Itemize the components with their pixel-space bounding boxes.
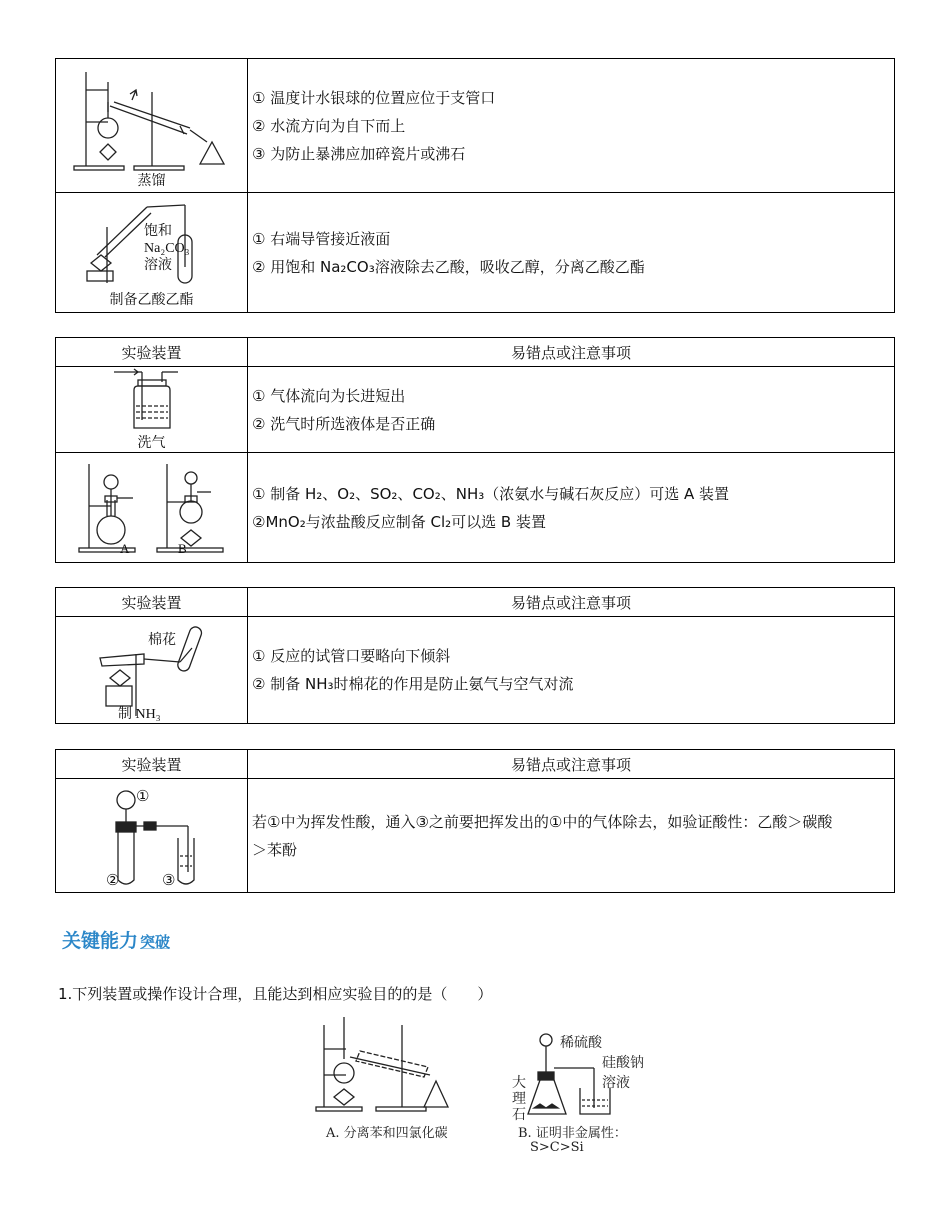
note-line: ① 温度计水银球的位置应位于支管口	[252, 88, 496, 107]
gas-washing-caption: 洗气	[137, 434, 166, 451]
apparatus-table-2	[55, 337, 895, 563]
apparatus-table-1	[55, 58, 895, 313]
option-a-label: A. 分离苯和四氯化碳	[326, 1126, 448, 1141]
question-text: 1.下列装置或操作设计合理，且能达到相应实验目的的是（ ）	[58, 985, 493, 1003]
note-line: ②MnO₂与浓盐酸反应制备 Cl₂可以选 B 装置	[252, 512, 546, 531]
option-b-label-sodium-silicate: 硅酸钠	[602, 1055, 644, 1071]
gas-washing-notes	[248, 367, 895, 453]
ammonia-diagram-cell	[56, 617, 248, 724]
option-b-label-dilute-sulfuric-acid: 稀硫酸	[560, 1035, 602, 1051]
note-line: ＞苯酚	[252, 840, 298, 859]
header-apparatus: 实验装置	[56, 750, 248, 779]
gas-washing-bottle-diagram	[112, 368, 192, 432]
option-b-label-marble-3: 石	[512, 1107, 526, 1123]
note-line: ① 右端导管接近液面	[252, 229, 391, 248]
header-apparatus: 实验装置	[56, 338, 248, 367]
gas-washing-diagram-cell	[56, 367, 248, 453]
note-line: ① 制备 H₂、O₂、SO₂、CO₂、NH₃（浓氨水与碱石灰反应）可选 A 装置	[252, 484, 730, 503]
note-line: ② 水流方向为自下而上	[252, 116, 406, 135]
note-line: ① 反应的试管口要略向下倾斜	[252, 647, 451, 665]
label-saturated: 饱和	[144, 224, 172, 239]
label-cotton: 棉花	[148, 633, 176, 648]
gas-generator-diagram	[77, 462, 227, 554]
label-circle-2: ②	[106, 873, 120, 889]
note-line: ② 制备 NH₃时棉花的作用是防止氨气与空气对流	[252, 675, 574, 693]
note-line: ③ 为防止暴沸应加碎瓷片或沸石	[252, 144, 466, 163]
option-b-label-marble-1: 大	[512, 1075, 526, 1091]
section-title-sub: 突破	[140, 933, 171, 951]
apparatus-table-4	[55, 749, 895, 893]
note-line: ② 用饱和 Na₂CO₃溶液除去乙酸，吸收乙醇，分离乙酸乙酯	[252, 257, 645, 276]
option-a-distillation-diagram	[314, 1015, 454, 1115]
ester-diagram-cell	[56, 193, 248, 313]
label-b: B	[178, 541, 187, 556]
ester-labels	[144, 223, 190, 274]
gas-generator-diagram-cell	[56, 453, 248, 563]
label-na2co3: Na₂CO₃	[144, 241, 190, 256]
section-title	[62, 926, 170, 953]
section-title-main: 关键能力	[62, 930, 139, 952]
label-make-nh3: 制 NH₃	[118, 707, 161, 722]
apparatus-table-3	[55, 587, 895, 724]
distillation-apparatus-diagram	[72, 62, 232, 174]
option-b-label-solution: 溶液	[602, 1075, 630, 1091]
acidity-diagram-cell	[56, 779, 248, 893]
distillation-caption: 蒸馏	[137, 172, 166, 189]
note-line: 若①中为挥发性酸，通入③之前要把挥发出的①中的气体除去，如验证酸性：乙酸＞碳酸	[252, 812, 833, 831]
option-b-label-line1: B. 证明非金属性：	[518, 1126, 627, 1141]
ester-caption: 制备乙酸乙酯	[109, 291, 194, 308]
ester-notes	[248, 193, 895, 313]
label-a: A	[120, 541, 130, 556]
gas-generator-notes	[248, 453, 895, 563]
distillation-diagram-cell	[56, 59, 248, 193]
note-line: ① 气体流向为长进短出	[252, 386, 406, 405]
acidity-notes	[248, 779, 895, 893]
label-circle-1: ①	[136, 789, 150, 805]
header-apparatus: 实验装置	[56, 588, 248, 617]
option-b-label-marble-2: 理	[512, 1091, 526, 1107]
header-notes: 易错点或注意事项	[248, 338, 895, 367]
distillation-notes	[248, 59, 895, 193]
header-notes: 易错点或注意事项	[248, 750, 895, 779]
label-solution: 溶液	[144, 258, 172, 273]
option-b-label-line2: S>C>Si	[530, 1140, 584, 1155]
ammonia-notes	[248, 617, 895, 724]
header-notes: 易错点或注意事项	[248, 588, 895, 617]
label-circle-3: ③	[162, 873, 176, 889]
note-line: ② 洗气时所选液体是否正确	[252, 414, 436, 433]
